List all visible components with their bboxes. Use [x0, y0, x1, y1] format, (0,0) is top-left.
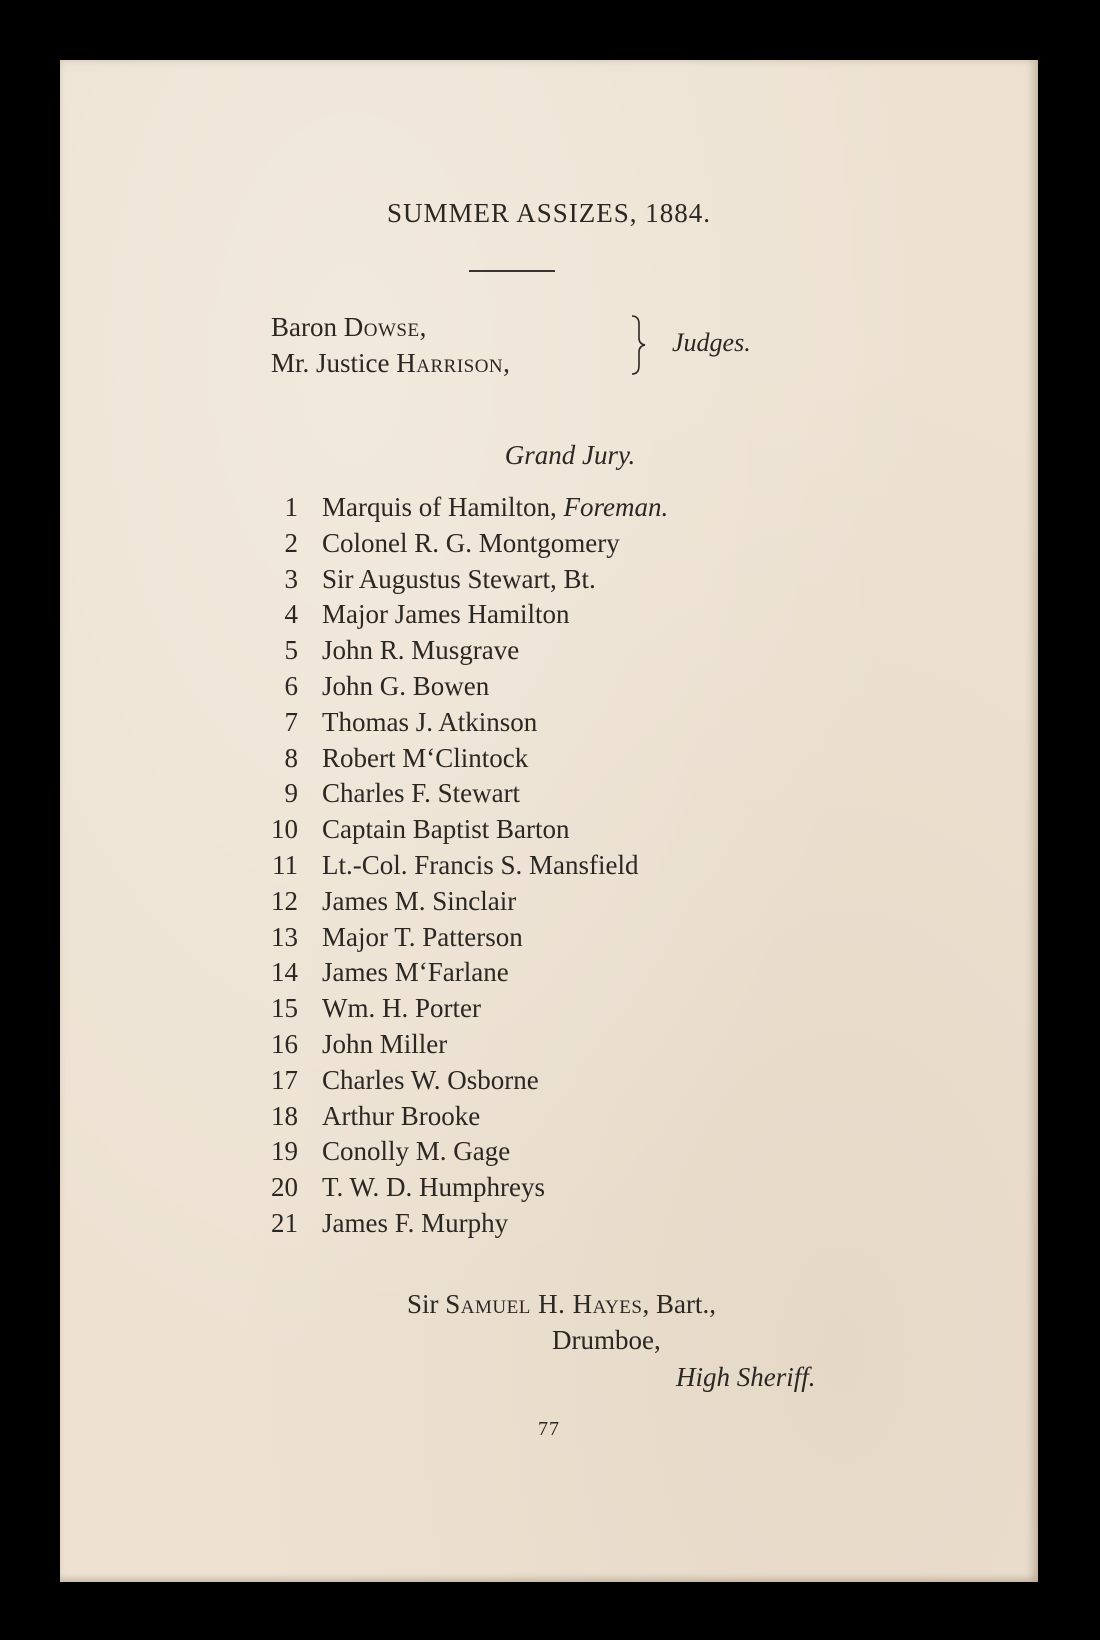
jury-number: 4 [284, 599, 298, 630]
jury-name: Captain Baptist Barton [322, 814, 570, 845]
judge-2-prefix: Mr. Justice [271, 348, 390, 378]
sheriff-title: High Sheriff. [676, 1362, 816, 1392]
jury-number: 20 [271, 1172, 298, 1203]
jury-number: 8 [284, 742, 298, 773]
book-page [60, 60, 1038, 1582]
jury-number: 9 [284, 778, 298, 809]
jury-name: Charles F. Stewart [322, 778, 521, 809]
jury-name: Thomas J. Atkinson [322, 706, 538, 737]
jury-name: Major T. Patterson [322, 921, 523, 952]
judge-1 [271, 312, 426, 343]
sheriff-prefix: Sir [407, 1289, 439, 1319]
jury-number: 18 [271, 1100, 298, 1131]
title-rule [469, 270, 555, 272]
judge-2-suffix: , [503, 348, 510, 378]
jury-name: Lt.-Col. Francis S. Mansfield [322, 849, 639, 880]
judge-2 [271, 348, 510, 379]
jury-name: Major James Hamilton [322, 599, 570, 630]
jury-name: Sir Augustus Stewart, Bt. [322, 563, 596, 594]
sheriff-name: Samuel H. Hayes [445, 1289, 643, 1319]
judges-label: Judges. [672, 328, 751, 357]
jury-name: John R. Musgrave [322, 635, 520, 666]
jury-name: Robert M‘Clintock [322, 742, 529, 773]
jury-number: 15 [271, 993, 298, 1024]
jury-name: John G. Bowen [322, 670, 490, 701]
jury-number: 2 [284, 527, 298, 558]
jury-number: 11 [272, 849, 298, 880]
judge-1-suffix: , [419, 312, 427, 342]
jury-number: 19 [271, 1136, 298, 1167]
judges-brace [628, 314, 650, 376]
jury-number: 3 [284, 563, 298, 594]
jury-name: Wm. H. Porter [322, 993, 481, 1024]
jury-name: Charles W. Osborne [322, 1064, 539, 1095]
sheriff-suffix: , Bart., [642, 1289, 716, 1319]
page-number: 77 [538, 1418, 560, 1440]
page-title: SUMMER ASSIZES, 1884. [386, 198, 712, 228]
jury-name: John Miller [322, 1028, 448, 1059]
judge-2-name: Harrison [396, 348, 504, 378]
jury-number: 17 [271, 1064, 298, 1095]
jury-name: T. W. D. Humphreys [322, 1172, 545, 1203]
jury-name: James M‘Farlane [322, 957, 509, 988]
jury-number: 7 [284, 706, 298, 737]
sheriff-name-line [407, 1289, 716, 1320]
jury-number: 5 [284, 635, 298, 666]
jury-name: James F. Murphy [322, 1207, 509, 1238]
jury-name: Marquis of Hamilton, [322, 492, 557, 522]
judge-1-prefix: Baron [271, 312, 337, 342]
jury-number: 12 [271, 885, 298, 916]
jury-name: James M. Sinclair [322, 885, 517, 916]
jury-name: Colonel R. G. Montgomery [322, 527, 620, 558]
jury-number: 6 [284, 670, 298, 701]
foreman-note: Foreman. [563, 492, 669, 522]
grand-jury-heading: Grand Jury. [504, 440, 636, 470]
jury-name: Arthur Brooke [322, 1100, 481, 1131]
sheriff-place: Drumboe, [552, 1325, 661, 1355]
jury-number: 16 [271, 1028, 298, 1059]
jury-name: Conolly M. Gage [322, 1136, 511, 1167]
jury-number: 10 [271, 814, 298, 845]
jury-number: 13 [271, 921, 298, 952]
jury-number: 21 [271, 1207, 298, 1238]
jury-number: 1 [284, 492, 298, 522]
jury-number: 14 [271, 957, 298, 988]
judge-1-name: Dowse [343, 312, 420, 342]
